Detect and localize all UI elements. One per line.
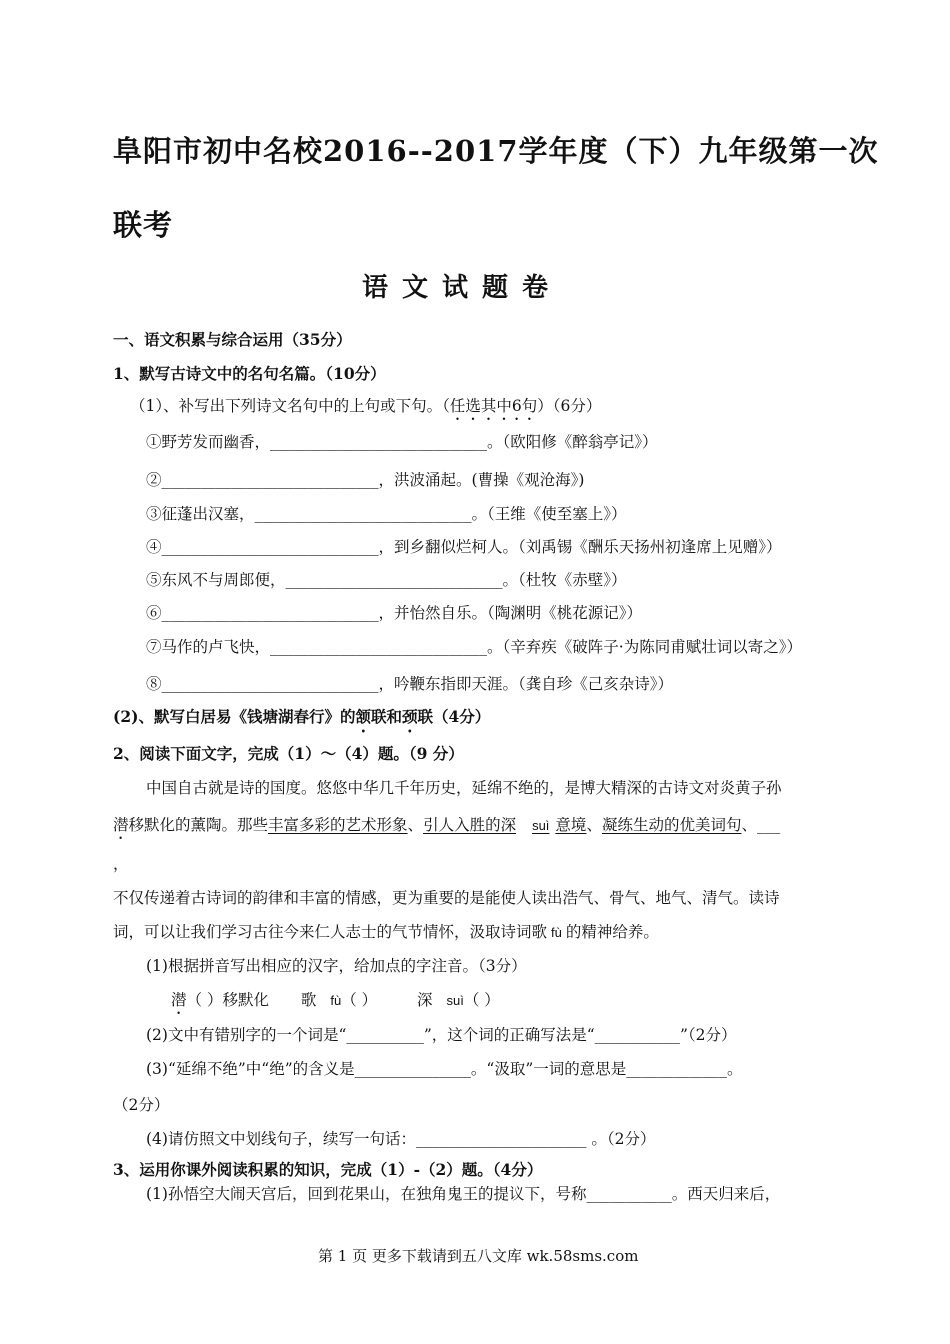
underlined-phrase: 意境 <box>555 816 587 834</box>
answer-blank[interactable]: ____________________________ <box>270 638 488 656</box>
underlined-phrase: 引人入胜的深 <box>423 816 517 834</box>
poem-line-5: ⑤东风不与周郎便，____________________________。（杜牧《赤壁》） <box>146 571 627 589</box>
question-2-4-prompt: (4)请仿照文中划线句子，续写一句话：______________________ 。（2分） <box>146 1130 656 1148</box>
pinyin-annotation: fù <box>551 925 562 940</box>
passage-line-4: 不仅传递着古诗词的韵律和丰富的情感，更为重要的是能使人读出浩气、骨气、地气、清气。读诗 <box>113 889 780 907</box>
section-1-heading: 一、语文积累与综合运用（35分） <box>113 330 352 349</box>
answer-blank[interactable]: ___ <box>756 816 781 834</box>
answer-blank[interactable]: ____________________________ <box>161 471 379 489</box>
answer-blank[interactable]: ____________________________ <box>270 433 488 451</box>
question-1-2-prompt: (2)、默写白居易《钱塘湖春行》的颔联和颈联（4分） <box>113 707 491 726</box>
question-2-heading: 2、阅读下面文字，完成（1）～（4）题。（9 分） <box>113 744 464 763</box>
question-2-2-prompt: (2)文中有错别字的一个词是“__________”，这个词的正确写法是“___________”（2分） <box>146 1026 737 1044</box>
document-title-line-2: 联考 <box>113 208 174 242</box>
document-title-line-1: 阜阳市初中名校2016--2017学年度（下）九年级第一次 <box>113 134 879 168</box>
question-2-1-prompt: (1)根据拼音写出相应的汉字，给加点的字注音。（3分） <box>146 957 527 975</box>
passage-line-3: ， <box>113 855 129 873</box>
answer-blank[interactable]: ____________________________ <box>161 538 379 556</box>
passage-line-1: 中国自古就是诗的国度。悠悠中华几千年历史，延绵不绝的，是博大精深的古诗文对炎黄子孙 <box>146 779 782 797</box>
poem-line-7: ⑦马作的卢飞快，____________________________。（辛弃疾《破阵子·为陈同甫赋壮词以寄之》） <box>146 638 802 656</box>
exam-subtitle: 语文试题卷 <box>362 273 563 303</box>
question-2-1-items: 潜（ ）移默化 歌 fù（ ） 深 suì（ ） <box>171 991 500 1009</box>
answer-blank[interactable]: ____________________________ <box>161 604 379 622</box>
underlined-phrase: 凝练生动的优美词句 <box>601 816 742 834</box>
page-footer: 第 1 页 更多下载请到五八文库 wk.58sms.com <box>318 1247 639 1265</box>
pinyin-annotation: suì <box>532 818 550 833</box>
question-2-3-score: （2分） <box>113 1096 170 1114</box>
answer-blank[interactable]: ____________________________ <box>285 571 503 589</box>
passage-line-2: 潜移默化的薰陶。那些丰富多彩的艺术形象、引人入胜的深 suì 意境、凝练生动的优美词句、___ <box>113 816 781 834</box>
question-2-3-prompt: (3)“延绵不绝”中“绝”的含义是_______________。“汲取”一词的意思是_____________。 <box>146 1060 743 1078</box>
answer-blank[interactable]: ____________________________ <box>161 675 379 693</box>
poem-line-6: ⑥____________________________，并怡然自乐。（陶渊明《桃花源记》） <box>146 604 643 622</box>
poem-line-2: ②____________________________，洪波涌起。(曹操《观沧海》) <box>146 471 585 489</box>
poem-line-4: ④____________________________，到乡翻似烂柯人。（刘禹锡《酬乐天扬州初逢席上见赠》） <box>146 538 782 556</box>
poem-line-8: ⑧____________________________，吟鞭东指即天涯。（龚自珍《己亥杂诗》） <box>146 675 674 693</box>
poem-line-3: ③征蓬出汉塞，____________________________。（王维《使至塞上》） <box>146 505 627 523</box>
question-3-1-prompt: (1)孙悟空大闹天宫后，回到花果山，在独角鬼王的提议下，号称___________。西天归来后， <box>146 1185 781 1203</box>
question-3-heading: 3、运用你课外阅读积累的知识，完成（1）-（2）题。（4分） <box>113 1160 543 1179</box>
underlined-phrase: 丰富多彩的艺术形象 <box>268 816 408 834</box>
answer-blank[interactable]: ____________________________ <box>254 505 472 523</box>
poem-line-1: ①野芳发而幽香，____________________________。（欧阳修《醉翁亭记》） <box>146 433 658 451</box>
passage-line-5: 词，可以让我们学习古往今来仁人志士的气节情怀，汲取诗词歌 fù 的精神给养。 <box>113 923 659 941</box>
question-1-heading: 1、默写古诗文中的名句名篇。（10分） <box>113 364 386 383</box>
question-1-1-prompt: （1）、补写出下列诗文名句中的上句或下句。（任选其中6句）（6分） <box>130 397 602 415</box>
emphasis-text: 任选其中6句 <box>449 397 538 415</box>
